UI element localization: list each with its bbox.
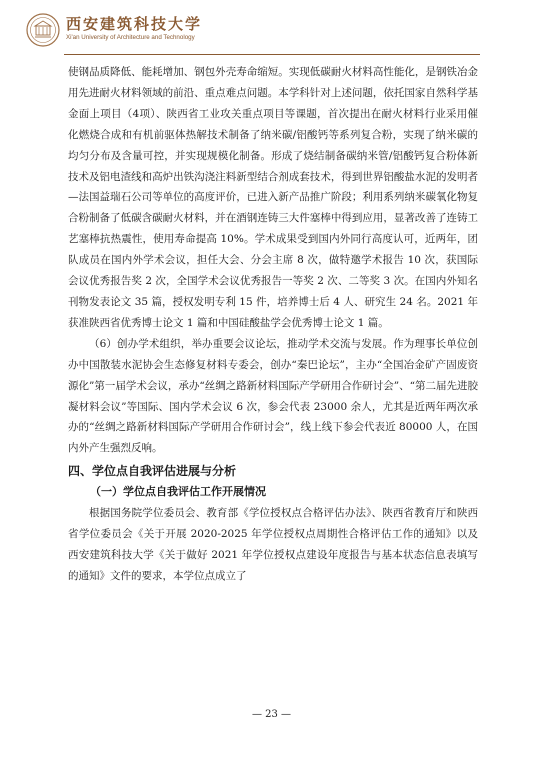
paragraph: （6）创办学术组织，举办重要会议论坛，推动学术交流与发展。作为理事长单位创办中国散装水泥协会生态修复材料专委会，创办“秦巴论坛”，主办“全国冶金矿产固废资源化”第一届学术会议，承办“丝绸之路新材料国际产学研用合作研讨会”、“第二届先进胶凝材料会议”等国际、国内学术会议 6 次，参会代表 23000 余人，尤其是近两年两次承办的“丝绸之路新材料国际产学研用合作研讨会”，线上线下参会代表近 80000 人，在国内外产生强烈反响。 [68, 337, 478, 455]
subsection-heading: （一）学位点自我评估工作开展情况 [90, 485, 266, 499]
page-header [0, 0, 543, 58]
university-name-en: Xi'an University of Architecture and Technology [66, 34, 195, 41]
header-divider [64, 54, 480, 55]
section-heading: 四、学位点自我评估进展与分析 [68, 464, 237, 479]
university-logo-icon [26, 13, 60, 47]
paragraph: 使钢品质降低、能耗增加、钢包外壳寿命缩短。实现低碳耐火材料高性能化，是钢铁冶金用先进耐火材料领域的前沿、重点难点问题。本学科针对上述问题，依托国家自然科学基金面上项目（4项）、陕西省工业攻关重点项目等课题，首次提出在耐火材料行业采用催化燃烧合成和有机前驱体热解技术制备了纳米碳/铝酸钙等系列复合粉，实现了纳米碳的均匀分布及含量可控，并实现规模化制备。形成了烧结制备碳纳米管/铝酸钙复合粉体新技术及铝电渣线和高炉出铁沟浇注料新型结合剂成套技术，得到世界铝酸盐水泥的发明者—法国益瑞石公司等单位的高度评价，已进入新产品推广阶段；利用系列纳米碳氧化物复合粉制备了低碳含碳耐火材料，并在酒钢连铸三大件塞棒中得到应用，显著改善了连铸工艺塞棒抗热震性，使用寿命提高 10%。学术成果受到国内外同行高度认可，近两年，团队成员在国内外学术会议，担任大会、分会主席 8 次，做特邀学术报告 10 次，获国际会议优秀报告奖 2 次，全国学术会议优秀报告一等奖 2 次、二等奖 3 次。在国内外知名刊物发表论文 35 篇，授权发明专利 15 件，培养博士后 4 人、研究生 24 名。2021 年获准陕西省优秀博士论文 1 篇和中国硅酸盐学会优秀博士论文 1 篇。 [68, 66, 478, 329]
document-body [68, 62, 478, 587]
paragraph: 根据国务院学位委员会、教育部《学位授权点合格评估办法》、陕西省教育厅和陕西省学位委员会《关于开展 2020-2025 年学位授权点周期性合格评估工作的通知》以及西安建筑科技大学《关于做好 2021 年学位授权点建设年度报告与基本状态信息表填写的通知》文件的要求，本学位点成立了 [68, 507, 478, 582]
university-name-cn: 西安建筑科技大学 [66, 15, 203, 33]
page-number: — 23 — [251, 709, 292, 720]
